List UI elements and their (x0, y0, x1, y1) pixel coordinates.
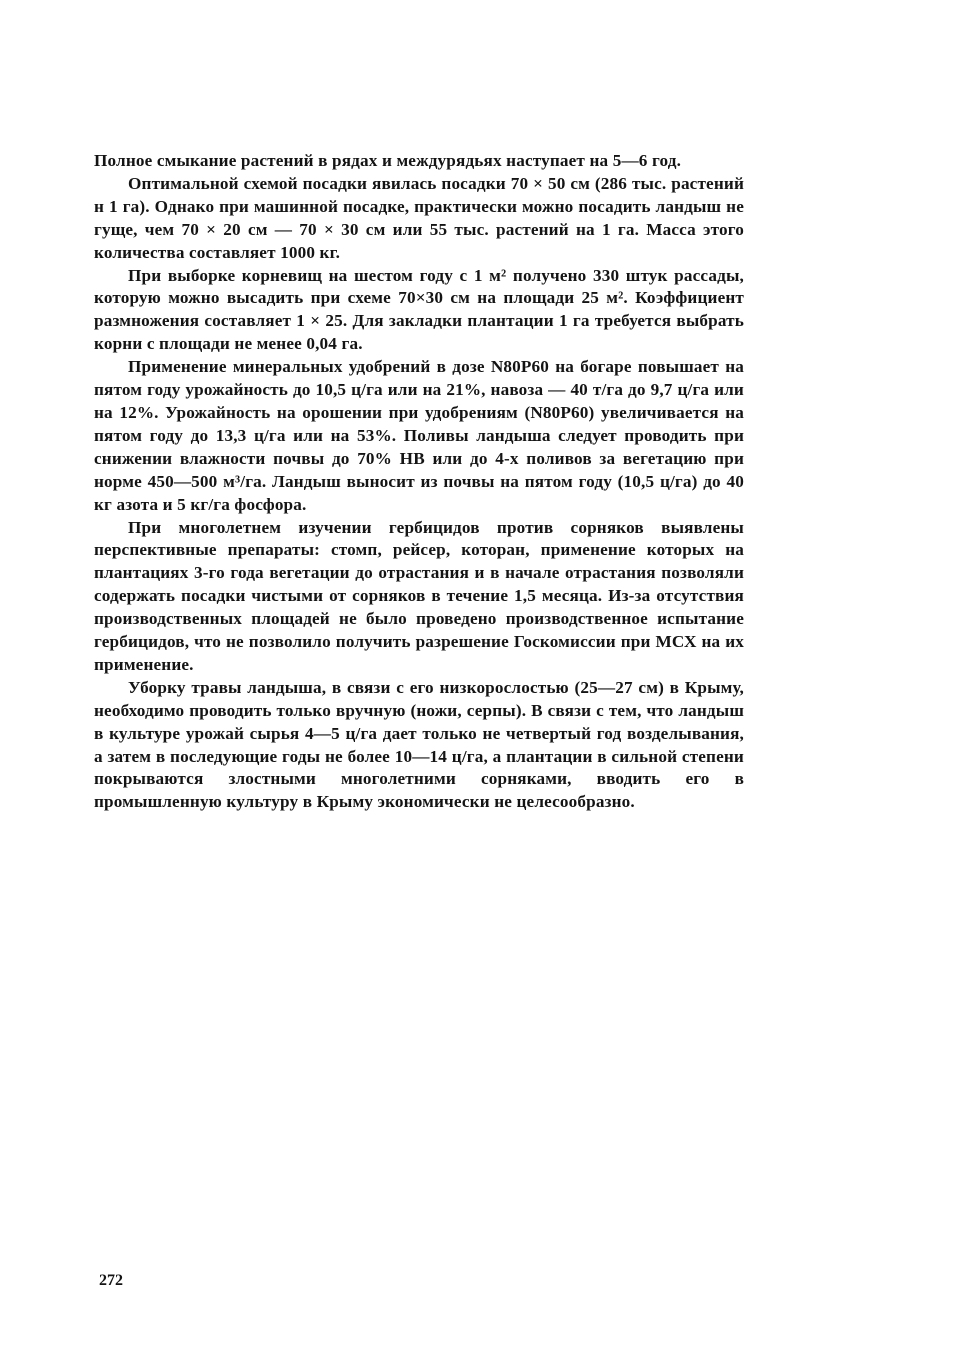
paragraph-continuation: Полное смыкание растений в рядах и междурядьях наступает на 5—6 год. (94, 151, 682, 170)
paragraph-harvesting: Уборку травы ландыша, в связи с его низкорослостью (25—27 см) в Крыму, необходимо проводить только вручную (ножи, серпы). В связи с тем, что ландыш в культуре урожай сырья 4—5 ц/га дает только не четвертый год возделывания, а затем в последующие годы не более 10—14 ц/га, а плантации в сильной степени покрываются злостными многолетними сорняками, вводить его в промышленную культуру в Крыму экономически не целесообразно. (94, 677, 744, 812)
body-text (94, 150, 744, 814)
page-number: 272 (99, 1272, 123, 1289)
paragraph-fertilizers: Применение минеральных удобрений в дозе N80P60 на богаре повышает на пятом году урожайность до 10,5 ц/га или на 21%, навоза — 40 т/га до 9,7 ц/га или на 12%. Урожайность на орошении при удобрениям (N80P60) увеличивается на пятом году до 13,3 ц/га или на 53%. Поливы ландыша следует проводить при снижении влажности почвы до 70% НВ или до 4-х поливов за вегетацию при норме 450—500 м³/га. Ландыш выносит из почвы на пятом году (10,5 ц/га) до 40 кг азота и 5 кг/га фосфора. (94, 357, 744, 514)
paragraph-rhizome-selection: При выборке корневищ на шестом году с 1 м² получено 330 штук рассады, которую можно высадить при схеме 70×30 см на площади 25 м². Коэффициент размножения составляет 1 × 25. Для закладки плантации 1 га требуется выбрать корни с площади не менее 0,04 га. (94, 265, 744, 354)
paragraph-herbicides: При многолетнем изучении гербицидов против сорняков выявлены перспективные препараты: стомп, рейсер, которан, применение которых на плантациях 3-го года вегетации до отрастания и в начале отрастания позволяли содержать посадки чистыми от сорняков в течение 1,5 месяца. Из-за отсутствия производственных площадей не было проведено производственное испытание гербицидов, что не позволило получить разрешение Госкомиссии при МСХ на их применение. (94, 517, 744, 674)
paragraph-planting-scheme: Оптимальной схемой посадки явилась посадки 70 × 50 см (286 тыс. растений н 1 га). Однако при машинной посадке, практически можно посадить ландыш не гуще, чем 70 × 20 см — 70 × 30 см или 55 тыс. растений на 1 га. Масса этого количества составляет 1000 кг. (94, 173, 744, 262)
